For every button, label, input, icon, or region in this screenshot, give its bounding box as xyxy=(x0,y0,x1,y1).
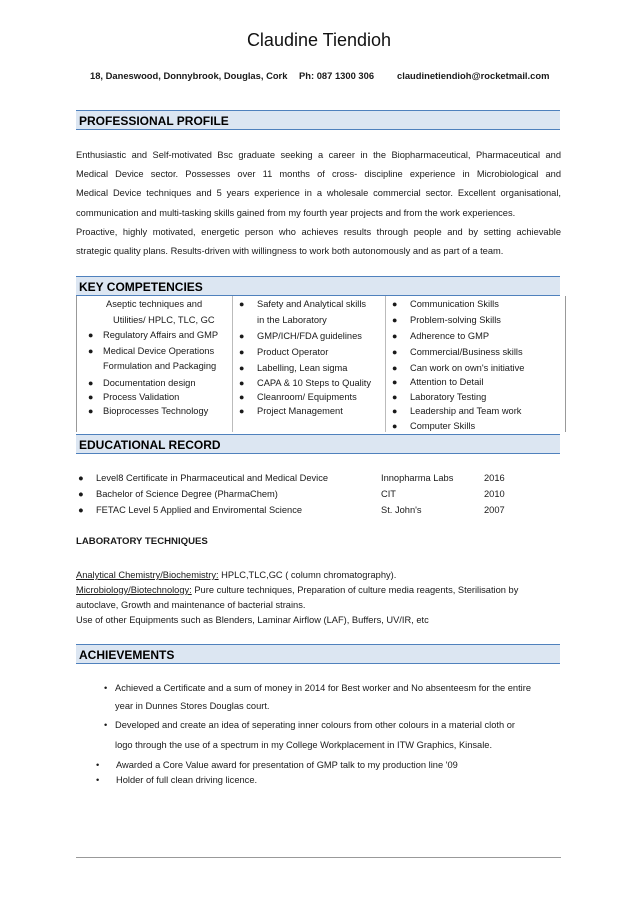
bullet-icon: ● xyxy=(78,473,84,483)
bullet-icon: ● xyxy=(392,315,398,325)
competency-item: Project Management xyxy=(257,406,343,416)
profile-line: Enthusiastic and Self-motivated Bsc graduate seeking a career in the Biopharmaceutical, Pharmaceutical and xyxy=(76,150,561,160)
bullet-icon: ● xyxy=(392,406,398,416)
lab-techniques-text xyxy=(76,568,561,628)
bullet-icon: ● xyxy=(239,392,245,402)
email[interactable]: claudinetiendioh@rocketmail.com xyxy=(397,70,550,81)
bullet-icon: ● xyxy=(88,378,94,388)
competency-item: Documentation design xyxy=(103,378,196,388)
competency-item: Formulation and Packaging xyxy=(103,361,217,371)
section-heading-competencies: KEY COMPETENCIES xyxy=(76,276,560,296)
competency-item: Commercial/Business skills xyxy=(410,347,523,357)
education-title: Level8 Certificate in Pharmaceutical and Medical Device xyxy=(96,473,329,483)
competency-item: Leadership and Team work xyxy=(410,406,522,416)
bullet-icon: ● xyxy=(88,392,94,402)
education-row xyxy=(76,505,561,519)
bullet-icon: ● xyxy=(392,331,398,341)
bullet-icon: • xyxy=(104,683,108,693)
bullet-icon: ● xyxy=(239,378,245,388)
lab-line: Use of other Equipments such as Blenders, Laminar Airflow (LAF), Buffers, UV/IR, etc xyxy=(76,615,429,625)
education-school: St. John's xyxy=(381,505,422,515)
column-divider xyxy=(232,296,233,432)
competency-item: Safety and Analytical skills xyxy=(257,299,367,309)
bullet-icon: ● xyxy=(88,330,94,340)
bullet-icon: ● xyxy=(88,406,94,416)
profile-line: Medical Device techniques and 5 years experience in a wholesale commercial sector. Excellent organisational, xyxy=(76,188,561,199)
education-year: 2010 xyxy=(484,489,505,499)
competency-item: Communication Skills xyxy=(410,299,499,309)
bullet-icon: ● xyxy=(78,489,84,499)
profile-line: communication and multi-tasking skills gained from my fourth year projects and from the work experiences. xyxy=(76,207,516,218)
bullet-icon: ● xyxy=(78,505,84,515)
education-title: Bachelor of Science Degree (PharmaChem) xyxy=(96,489,278,499)
bullet-icon: • xyxy=(96,760,100,770)
section-heading-profile: PROFESSIONAL PROFILE xyxy=(76,110,560,130)
bullet-icon: ● xyxy=(392,347,398,357)
bullet-icon: ● xyxy=(239,406,245,416)
profile-line: Proactive, highly motivated, energetic person who achieves results through people and by setting achievable xyxy=(76,226,561,237)
lab-value: HPLC,TLC,GC ( column chromatography). xyxy=(218,570,397,580)
bullet-icon: ● xyxy=(239,299,245,309)
candidate-name: Claudine Tiendioh xyxy=(246,30,392,50)
bullet-icon: ● xyxy=(88,346,94,356)
competency-item: GMP/ICH/FDA guidelines xyxy=(257,331,362,341)
achievement-text: Developed and create an idea of seperating inner colours from other colours in a material cloth or xyxy=(115,720,515,730)
profile-line: Medical Device sector. Possesses over 11 months of cross- discipline experience in Microbiological and xyxy=(76,169,561,180)
lab-line xyxy=(76,583,561,598)
education-row xyxy=(76,489,561,503)
competency-item: Can work on own's initiative xyxy=(410,363,525,373)
competency-item: Adherence to GMP xyxy=(410,331,490,341)
column-divider xyxy=(385,296,386,432)
bullet-icon: ● xyxy=(392,299,398,309)
competency-item: Labelling, Lean sigma xyxy=(257,363,348,373)
education-year: 2016 xyxy=(484,473,505,483)
competency-item: Aseptic techniques and xyxy=(106,299,203,309)
competency-item: Bioprocesses Technology xyxy=(103,406,209,416)
competency-item: Regulatory Affairs and GMP xyxy=(103,330,219,340)
section-heading-lab: LABORATORY TECHNIQUES xyxy=(76,536,208,547)
footer-divider xyxy=(76,857,561,858)
competency-item: Product Operator xyxy=(257,347,329,357)
competency-item: in the Laboratory xyxy=(257,315,327,325)
education-title: FETAC Level 5 Applied and Enviromental Science xyxy=(96,505,303,515)
section-heading-education: EDUCATIONAL RECORD xyxy=(76,434,560,454)
achievement-text: Achieved a Certificate and a sum of money in 2014 for Best worker and No absenteesm for the entire xyxy=(115,683,531,693)
bullet-icon: ● xyxy=(239,331,245,341)
lab-label: Analytical Chemistry/Biochemistry: xyxy=(76,570,219,580)
competency-item: CAPA & 10 Steps to Quality xyxy=(257,378,372,388)
section-heading-achievements: ACHIEVEMENTS xyxy=(76,644,560,664)
competency-item: Medical Device Operations xyxy=(103,346,215,356)
phone: Ph: 087 1300 306 xyxy=(299,70,375,81)
achievement-text: Holder of full clean driving licence. xyxy=(116,775,258,785)
bullet-icon: ● xyxy=(239,347,245,357)
bullet-icon: ● xyxy=(239,363,245,373)
bullet-icon: • xyxy=(104,720,108,730)
lab-value: Pure culture techniques, Preparation of culture media reagents, Sterilisation by xyxy=(191,585,519,595)
competency-item: Utilities/ HPLC, TLC, GC xyxy=(113,315,215,325)
education-school: CIT xyxy=(381,489,396,499)
competency-item: Problem-solving Skills xyxy=(410,315,501,325)
profile-line: strategic quality plans. Results-driven with willingness to work both autonomously and as part of a team. xyxy=(76,246,504,257)
lab-label: Microbiology/Biotechnology: xyxy=(76,585,192,595)
achievement-text: Awarded a Core Value award for presentation of GMP talk to my production line '09 xyxy=(116,760,458,770)
bullet-icon: ● xyxy=(392,377,398,387)
competency-item: Laboratory Testing xyxy=(410,392,487,402)
competency-item: Process Validation xyxy=(103,392,180,402)
competency-item: Cleanroom/ Equipments xyxy=(257,392,357,402)
bullet-icon: ● xyxy=(392,392,398,402)
competency-item: Attention to Detail xyxy=(410,377,484,387)
address: 18, Daneswood, Donnybrook, Douglas, Cork xyxy=(90,70,288,81)
bullet-icon: ● xyxy=(392,421,398,431)
bullet-icon: ● xyxy=(392,363,398,373)
competency-item: Computer Skills xyxy=(410,421,476,431)
lab-line xyxy=(76,568,561,583)
bullet-icon: • xyxy=(96,775,100,785)
education-row xyxy=(76,473,561,487)
education-school: Innopharma Labs xyxy=(381,473,454,483)
achievement-text: year in Dunnes Stores Douglas court. xyxy=(115,701,270,711)
competencies-table xyxy=(76,296,566,432)
education-year: 2007 xyxy=(484,505,505,515)
achievement-text: logo through the use of a spectrum in my College Workplacement in ITW Graphics, Kinsale. xyxy=(115,740,493,750)
profile-text xyxy=(76,146,561,261)
lab-line: autoclave, Growth and maintenance of bacterial strains. xyxy=(76,600,306,610)
